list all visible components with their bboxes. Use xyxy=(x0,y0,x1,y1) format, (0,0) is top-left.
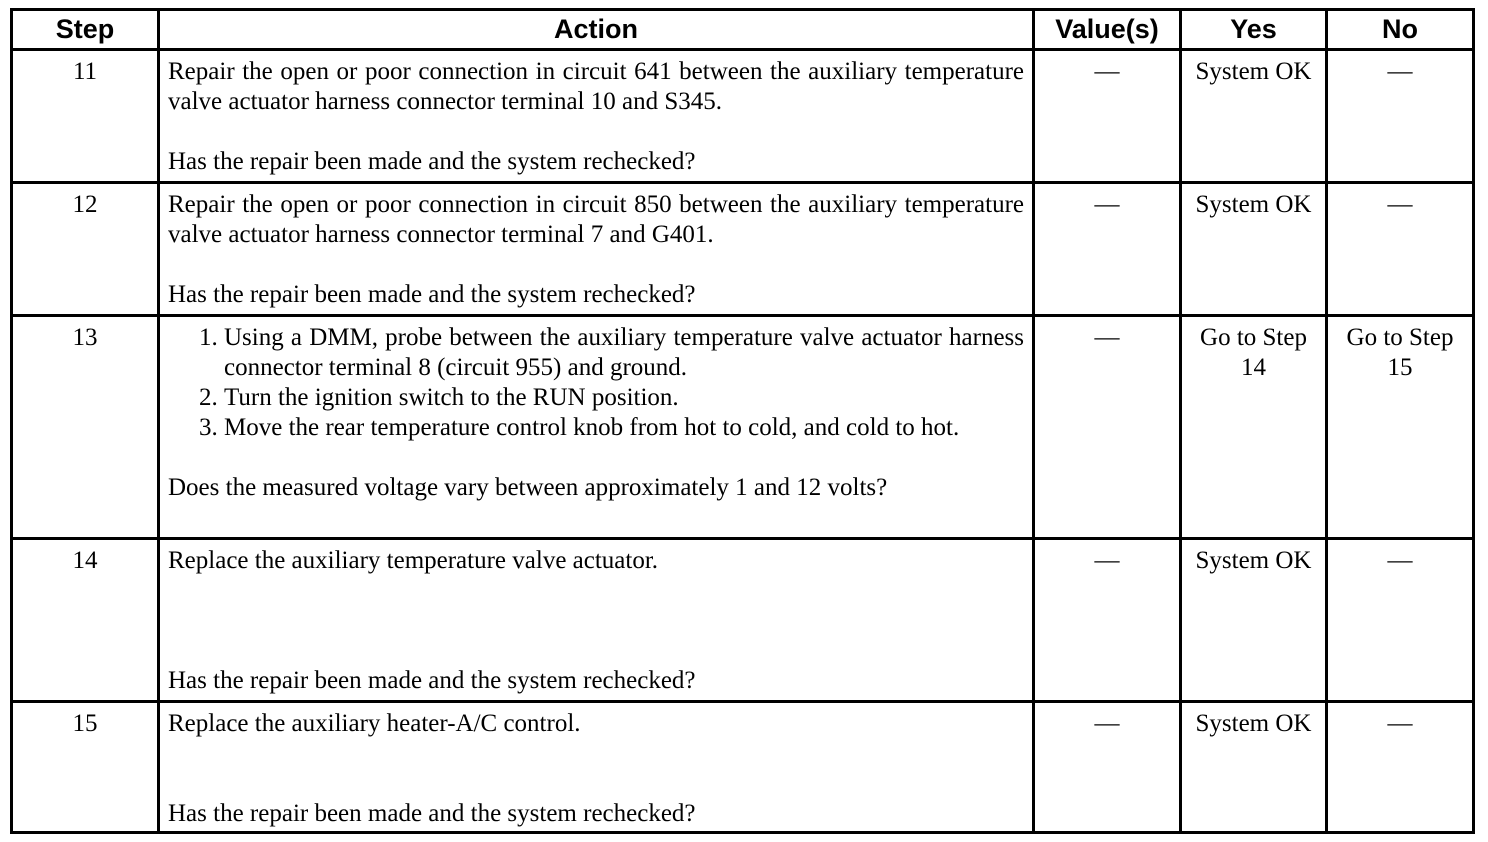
action-cell xyxy=(159,702,1034,833)
action-text: Repair the open or poor connection in circuit 641 between the auxiliary temperature valve actuator harness connector terminal 10 and S345. xyxy=(168,58,1024,115)
step-number: 15 xyxy=(12,702,159,833)
table-row-step-13 xyxy=(12,316,1474,539)
no-cell: Go to Step 15 xyxy=(1327,316,1474,539)
header-step: Step xyxy=(12,10,159,50)
step-number: 13 xyxy=(12,316,159,539)
no-cell: — xyxy=(1327,539,1474,702)
step-number: 11 xyxy=(12,50,159,183)
step-number: 12 xyxy=(12,183,159,316)
header-values: Value(s) xyxy=(1034,10,1181,50)
table-row-step-14 xyxy=(12,539,1474,702)
no-cell: — xyxy=(1327,183,1474,316)
values-cell: — xyxy=(1034,183,1181,316)
table-row-step-12 xyxy=(12,183,1474,316)
yes-cell: System OK xyxy=(1181,183,1327,316)
substep-item: 2. Turn the ignition switch to the RUN position. xyxy=(224,383,1024,413)
yes-cell: System OK xyxy=(1181,702,1327,833)
substep-item: 3. Move the rear temperature control knob from hot to cold, and cold to hot. xyxy=(224,413,1024,443)
action-text: Replace the auxiliary temperature valve actuator. xyxy=(168,547,659,574)
action-cell xyxy=(159,539,1034,702)
yes-cell: System OK xyxy=(1181,50,1327,183)
action-question: Has the repair been made and the system rechecked? xyxy=(168,148,696,175)
values-cell: — xyxy=(1034,539,1181,702)
action-cell xyxy=(159,183,1034,316)
action-cell xyxy=(159,316,1034,539)
action-question: Has the repair been made and the system rechecked? xyxy=(168,667,696,694)
no-cell: — xyxy=(1327,702,1474,833)
substep-item: 1. Using a DMM, probe between the auxiliary temperature valve actuator harness connector terminal 8 (circuit 955) and ground. xyxy=(224,323,1024,383)
header-yes: Yes xyxy=(1181,10,1327,50)
action-question: Has the repair been made and the system rechecked? xyxy=(168,281,696,308)
action-cell xyxy=(159,50,1034,183)
values-cell: — xyxy=(1034,702,1181,833)
header-no: No xyxy=(1327,10,1474,50)
table-row-step-11 xyxy=(12,50,1474,183)
yes-cell: System OK xyxy=(1181,539,1327,702)
values-cell: — xyxy=(1034,316,1181,539)
substep-list xyxy=(168,323,1024,443)
action-text: Replace the auxiliary heater-A/C control. xyxy=(168,710,581,737)
header-action: Action xyxy=(159,10,1034,50)
diagnostic-table xyxy=(10,8,1475,834)
step-number: 14 xyxy=(12,539,159,702)
values-cell: — xyxy=(1034,50,1181,183)
action-text: Repair the open or poor connection in circuit 850 between the auxiliary temperature valve actuator harness connector terminal 7 and G401. xyxy=(168,191,1024,248)
table-row-step-15 xyxy=(12,702,1474,833)
action-question: Does the measured voltage vary between approximately 1 and 12 volts? xyxy=(168,474,888,501)
action-question: Has the repair been made and the system rechecked? xyxy=(168,800,696,827)
yes-cell: Go to Step 14 xyxy=(1181,316,1327,539)
header-row xyxy=(12,10,1474,50)
no-cell: — xyxy=(1327,50,1474,183)
